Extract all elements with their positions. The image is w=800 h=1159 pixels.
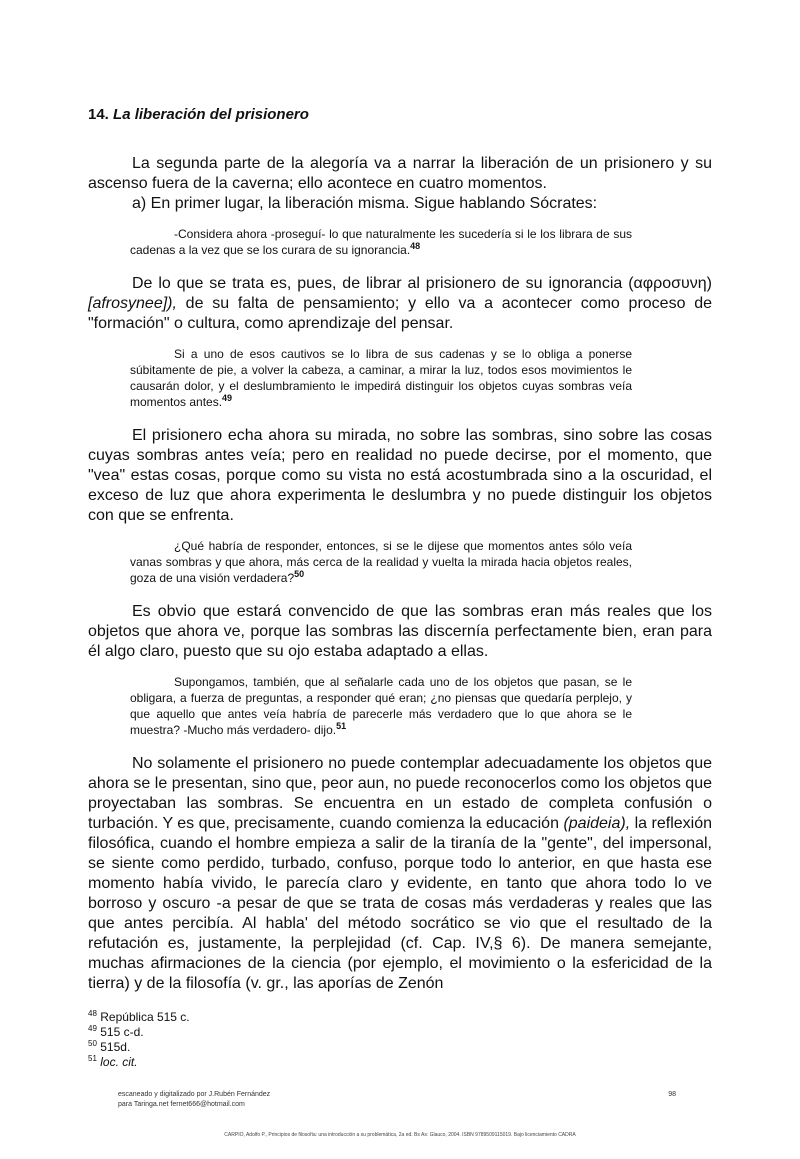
paragraph: La segunda parte de la alegoría va a narrar la liberación de un prisionero y su ascenso fuera de la caverna; ello acontece en cuatro momentos. <box>88 155 712 192</box>
scan-credit <box>118 1090 270 1110</box>
footnote-number: 51 <box>88 1054 97 1063</box>
footnote <box>88 1055 712 1070</box>
paragraph <box>88 754 712 994</box>
quote-text: Supongamos, también, que al señalarle cada uno de los objetos que pasan, se le obligara, a fuerza de preguntas, a responder qué eran; ¿no piensas que quedaría perplejo, y que aquello que antes veía habría de parecerle más verdadero que lo que ahora se le muestra? -Mucho más verdadero- dijo. <box>130 675 632 737</box>
paragraph: a) En primer lugar, la liberación misma. Sigue hablando Sócrates: <box>132 195 598 212</box>
block-quote <box>130 346 632 410</box>
footnote-ref: 49 <box>222 393 233 403</box>
paragraph: El prisionero echa ahora su mirada, no sobre las sombras, sino sobre las cosas cuyas sombras antes veía; pero en realidad no puede decirse, por el momento, que "vea" estas cosas, porque como su vista no está acostumbrada sino a la oscuridad, el exceso de luz que ahora experimenta le deslumbra y no puede distinguir los objetos con que se enfrenta. <box>88 427 712 524</box>
text: de su falta de pensamiento; y ello va a acontecer como proceso de "formación" o cultura, como aprendizaje del pensar. <box>88 295 712 332</box>
text: De lo que se trata es, pues, de librar al prisionero de su ignorancia (αφροσυνη) <box>132 275 712 292</box>
credit-line: para Taringa.net fernet666@hotmail.com <box>118 1101 245 1108</box>
section-title: La liberación del prisionero <box>113 106 309 123</box>
footnote-ref: 50 <box>294 569 305 579</box>
block-quote <box>130 538 632 586</box>
block-quote <box>130 674 632 738</box>
paragraph <box>88 274 712 334</box>
footnotes <box>88 1010 712 1070</box>
text: No solamente el prisionero no puede contemplar adecuadamente los objetos que ahora se le presentan, sino que, peor aun, no puede reconocerlos como los objetos que proyectaban las sombras. Se encuentra en un estado de completa confusión o turbación. Y es que, precisamente, cuando comienza la educación <box>88 755 712 832</box>
body-text <box>88 154 712 994</box>
quote-text: -Considera ahora -proseguí- lo que naturalmente les sucedería si le los librara de sus cadenas a la vez que se los curara de su ignorancia. <box>130 227 632 257</box>
page-footer <box>88 1090 712 1110</box>
quote-text: Si a uno de esos cautivos se lo libra de sus cadenas y se lo obliga a ponerse súbitamente de pie, a volver la cabeza, a caminar, a mirar la luz, todos esos movimientos le causarán dolor, y el deslumbramiento le impedirá distinguir los objetos cuyas sombras veía momentos antes. <box>130 347 632 409</box>
footnote-text: 515d. <box>100 1040 131 1054</box>
footnote-ref: 48 <box>410 241 421 251</box>
footnote <box>88 1040 712 1055</box>
footnote-ref: 51 <box>336 721 347 731</box>
footnote-number: 49 <box>88 1024 97 1033</box>
document-page <box>88 0 712 1159</box>
footnote-number: 48 <box>88 1009 97 1018</box>
section-number: 14. <box>88 106 109 123</box>
footnote-text: loc. cit. <box>100 1055 138 1069</box>
paragraph: Es obvio que estará convencido de que las sombras eran más reales que los objetos que ahora ve, porque las sombras las discernía perfectamente bien, eran para él algo claro, puesto que su ojo estaba adaptado a ellas. <box>88 603 712 660</box>
section-heading <box>88 106 712 124</box>
page-number: 98 <box>668 1091 676 1098</box>
block-quote <box>130 226 632 258</box>
quote-text: ¿Qué habría de responder, entonces, si se le dijese que momentos antes sólo veía vanas sombras y que ahora, más cerca de la realidad y vuelta la mirada hacia objetos reales, goza de una visión verdadera? <box>130 539 632 585</box>
footnote <box>88 1010 712 1025</box>
book-citation: CARPIO, Adolfo P., Principios de filosofía: una introducción a su problemática, 2a ed. Bs As: Glauco, 2004. ISBN 9789509115019. Bajo licenciamiento CADRA <box>224 1132 576 1138</box>
footnote-text: República 515 c. <box>100 1010 190 1024</box>
credit-line: escaneado y digitalizado por J.Rubén Fernández <box>118 1091 271 1098</box>
text: la reflexión filosófica, cuando el hombre empieza a salir de la tiranía de la "gente", del impersonal, se siente como perdido, turbado, confuso, porque todo lo anterior, en que hasta ese momento había vivido, le parecía claro y evidente, en tanto que ahora todo lo ve borroso y oscuro -a pesar de que se trata de cosas más verdaderas y reales que las que antes percibía. Al habla' del método socrático se vio que el resultado de la refutación es, justamente, la perplejidad (cf. Cap. IV,§ 6). De manera semejante, muchas afirmaciones de la ciencia (por ejemplo, el movimiento o la esfericidad de la tierra) y de la filosofía (v. gr., las aporías de Zenón <box>88 815 712 992</box>
italic-text: (paideia), <box>563 815 631 832</box>
footnote <box>88 1025 712 1040</box>
footnote-number: 50 <box>88 1039 97 1048</box>
footnote-text: 515 c-d. <box>100 1025 144 1039</box>
italic-text: [afrosynee]), <box>88 295 177 312</box>
